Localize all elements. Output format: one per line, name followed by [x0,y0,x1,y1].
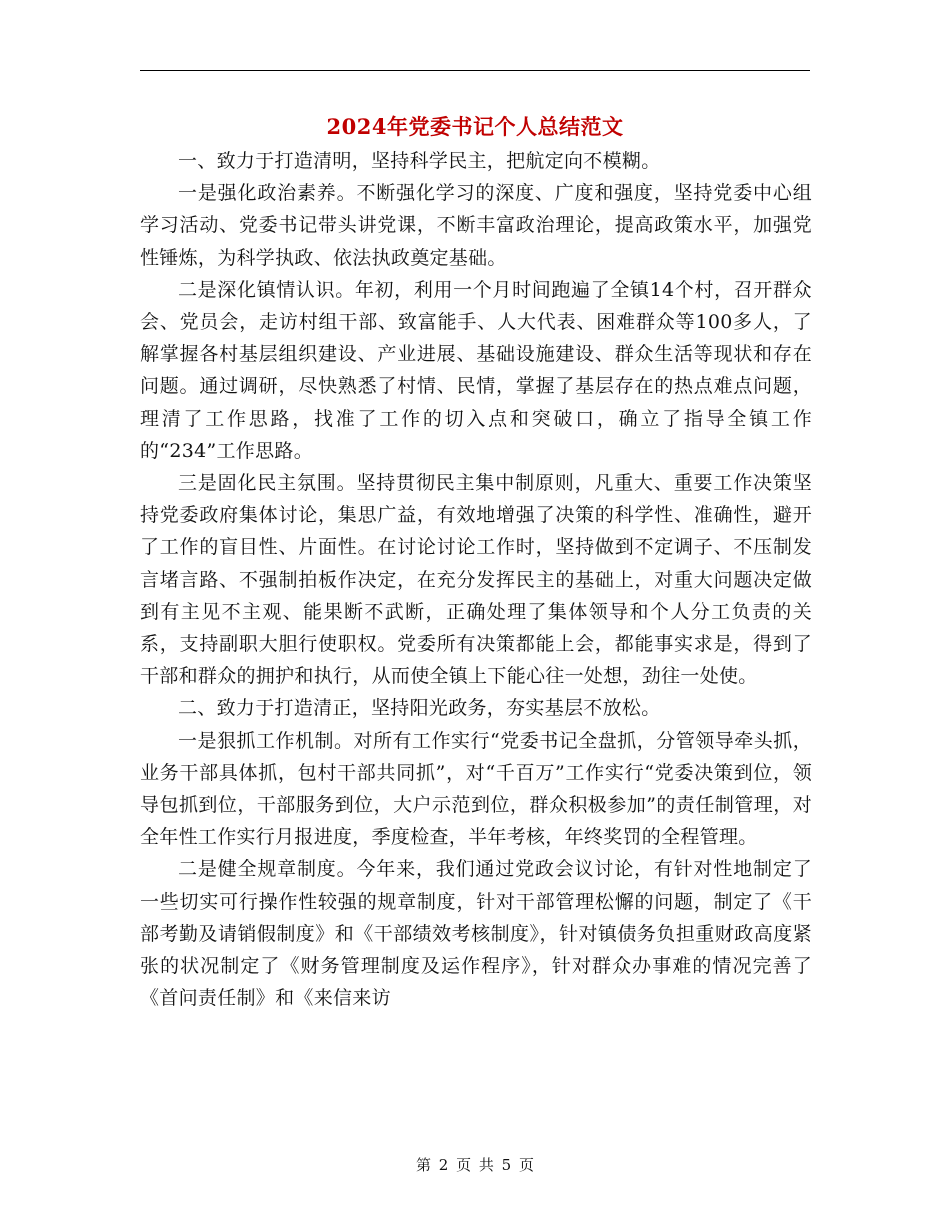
section-heading-1: 一、致力于打造清明，坚持科学民主，把航定向不模糊。 [178,150,661,172]
header-rule [140,70,810,71]
document-title: 2024年党委书记个人总结范文 [326,114,624,139]
document-body [140,145,812,1014]
body-paragraph: 二是深化镇情认识。年初，利用一个月时间跑遍了全镇14个村，召开群众会、党员会，走访村组干部、致富能手、人大代表、困难群众等100多人，了解掌握各村基层组织建设、产业进展、基础设施建设、群众生活等现状和存在问题。通过调研，尽快熟悉了村情、民情，掌握了基层存在的热点难点问题，理清了工作思路，找准了工作的切入点和突破口，确立了指导全镇工作的“234”工作思路。 [140,278,812,462]
page-number-footer: 第 2 页 共 5 页 [416,1156,534,1174]
section-heading-2: 二、致力于打造清正，坚持阳光政务，夯实基层不放松。 [178,697,661,720]
body-paragraph: 三是固化民主氛围。坚持贯彻民主集中制原则，凡重大、重要工作决策坚持党委政府集体讨论，集思广益，有效地增强了决策的科学性、准确性，避开了工作的盲目性、片面性。在讨论讨论工作时，坚持做到不定调子、不压制发言堵言路、不强制拍板作决定，在充分发挥民主的基础上，对重大问题决定做到有主见不主观、能果断不武断，正确处理了集体领导和个人分工负责的关系，支持副职大胆行使职权。党委所有决策都能上会，都能事实求是，得到了干部和群众的拥护和执行，从而使全镇上下能心往一处想，劲往一处使。 [140,472,812,688]
body-paragraph: 二是健全规章制度。今年来，我们通过党政会议讨论，有针对性地制定了一些切实可行操作性较强的规章制度，针对干部管理松懈的问题，制定了《干部考勤及请销假制度》和《干部绩效考核制度》，针对镇债务负担重财政高度紧张的状况制定了《财务管理制度及运作程序》，针对群众办事难的情况完善了《首问责任制》和《来信来访 [140,858,812,1010]
body-paragraph: 一是强化政治素养。不断强化学习的深度、广度和强度，坚持党委中心组学习活动、党委书记带头讲党课，不断丰富政治理论，提高政策水平，加强党性锤炼，为科学执政、依法执政奠定基础。 [140,182,812,269]
body-paragraph: 一是狠抓工作机制。对所有工作实行“党委书记全盘抓，分管领导牵头抓，业务干部具体抓，包村干部共同抓”，对“千百万”工作实行“党委决策到位，领导包抓到位，干部服务到位，大户示范到位，群众积极参加”的责任制管理，对全年性工作实行月报进度，季度检查，半年考核，年终奖罚的全程管理。 [140,729,812,849]
